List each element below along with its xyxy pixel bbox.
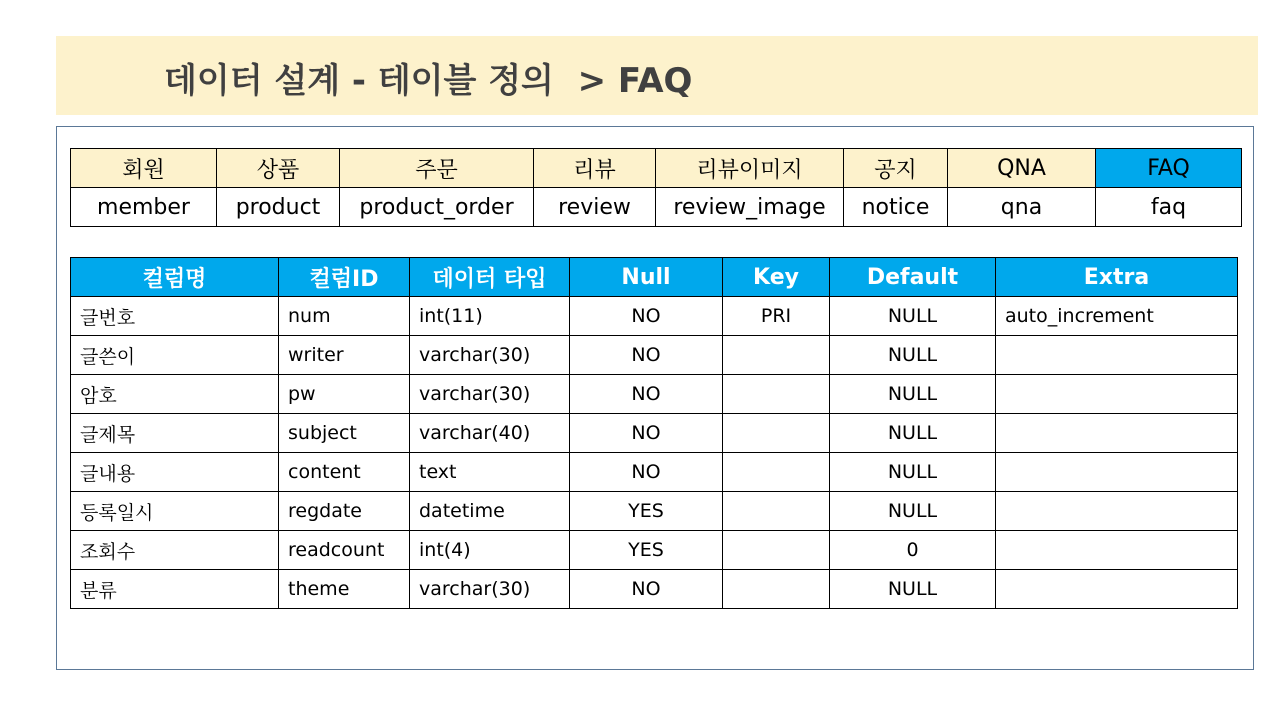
tab-product-order-id: product_order	[340, 188, 534, 227]
cell-null: YES	[570, 531, 723, 570]
table-tabs	[70, 148, 1242, 227]
tab-review-id: review	[534, 188, 656, 227]
cell-null: NO	[570, 336, 723, 375]
cell-column-id: pw	[279, 375, 410, 414]
cell-extra	[996, 414, 1238, 453]
table-row	[71, 297, 1238, 336]
cell-column-id: content	[279, 453, 410, 492]
cell-key	[723, 570, 830, 609]
cell-data-type: int(4)	[410, 531, 570, 570]
cell-extra	[996, 570, 1238, 609]
column-definition-table	[70, 257, 1238, 609]
header-column-id: 컬럼ID	[279, 258, 410, 297]
table-row	[71, 375, 1238, 414]
cell-extra	[996, 492, 1238, 531]
table-row	[71, 531, 1238, 570]
cell-column-name: 암호	[71, 375, 279, 414]
tab-qna-id: qna	[948, 188, 1096, 227]
cell-column-name: 글쓴이	[71, 336, 279, 375]
cell-column-name: 등록일시	[71, 492, 279, 531]
tab-product-order[interactable]: 주문	[340, 149, 534, 188]
tab-product-id: product	[217, 188, 340, 227]
cell-column-name: 분류	[71, 570, 279, 609]
cell-key	[723, 492, 830, 531]
cell-column-id: theme	[279, 570, 410, 609]
table-row	[71, 570, 1238, 609]
header-key: Key	[723, 258, 830, 297]
tab-faq-id: faq	[1096, 188, 1242, 227]
tab-review-image-id: review_image	[656, 188, 844, 227]
cell-column-id: writer	[279, 336, 410, 375]
cell-column-name: 글제목	[71, 414, 279, 453]
title-bar	[56, 36, 1258, 115]
cell-extra	[996, 375, 1238, 414]
cell-default: NULL	[830, 570, 996, 609]
cell-key	[723, 531, 830, 570]
tab-english-row	[71, 188, 1242, 227]
cell-default: NULL	[830, 414, 996, 453]
cell-column-id: subject	[279, 414, 410, 453]
cell-default: NULL	[830, 453, 996, 492]
table-row	[71, 336, 1238, 375]
tab-product[interactable]: 상품	[217, 149, 340, 188]
cell-data-type: varchar(30)	[410, 375, 570, 414]
cell-extra	[996, 336, 1238, 375]
cell-data-type: varchar(30)	[410, 570, 570, 609]
cell-key	[723, 453, 830, 492]
cell-key	[723, 414, 830, 453]
cell-column-name: 글내용	[71, 453, 279, 492]
table-row	[71, 453, 1238, 492]
cell-data-type: varchar(30)	[410, 336, 570, 375]
cell-default: NULL	[830, 492, 996, 531]
cell-column-id: regdate	[279, 492, 410, 531]
cell-data-type: text	[410, 453, 570, 492]
cell-null: NO	[570, 453, 723, 492]
cell-data-type: datetime	[410, 492, 570, 531]
tab-korean-row	[71, 149, 1242, 188]
cell-null: NO	[570, 414, 723, 453]
cell-default: 0	[830, 531, 996, 570]
tab-notice-id: notice	[844, 188, 948, 227]
header-default: Default	[830, 258, 996, 297]
header-column-name: 컬럼명	[71, 258, 279, 297]
cell-key	[723, 375, 830, 414]
tab-member-id: member	[71, 188, 217, 227]
cell-column-id: num	[279, 297, 410, 336]
cell-data-type: int(11)	[410, 297, 570, 336]
header-null: Null	[570, 258, 723, 297]
cell-default: NULL	[830, 336, 996, 375]
cell-column-name: 조회수	[71, 531, 279, 570]
cell-column-id: readcount	[279, 531, 410, 570]
cell-extra	[996, 531, 1238, 570]
cell-null: YES	[570, 492, 723, 531]
header-extra: Extra	[996, 258, 1238, 297]
cell-column-name: 글번호	[71, 297, 279, 336]
tab-qna[interactable]: QNA	[948, 149, 1096, 188]
cell-key: PRI	[723, 297, 830, 336]
tab-review-image[interactable]: 리뷰이미지	[656, 149, 844, 188]
table-row	[71, 414, 1238, 453]
cell-null: NO	[570, 297, 723, 336]
cell-default: NULL	[830, 375, 996, 414]
cell-extra: auto_increment	[996, 297, 1238, 336]
page-title: 데이터 설계 - 테이블 정의 > FAQ	[164, 61, 693, 101]
header-data-type: 데이터 타입	[410, 258, 570, 297]
tab-notice[interactable]: 공지	[844, 149, 948, 188]
tab-review[interactable]: 리뷰	[534, 149, 656, 188]
cell-default: NULL	[830, 297, 996, 336]
cell-extra	[996, 453, 1238, 492]
cell-key	[723, 336, 830, 375]
tab-faq[interactable]: FAQ	[1096, 149, 1242, 188]
table-row	[71, 492, 1238, 531]
cell-data-type: varchar(40)	[410, 414, 570, 453]
cell-null: NO	[570, 375, 723, 414]
table-header-row	[71, 258, 1238, 297]
cell-null: NO	[570, 570, 723, 609]
tab-member[interactable]: 회원	[71, 149, 217, 188]
